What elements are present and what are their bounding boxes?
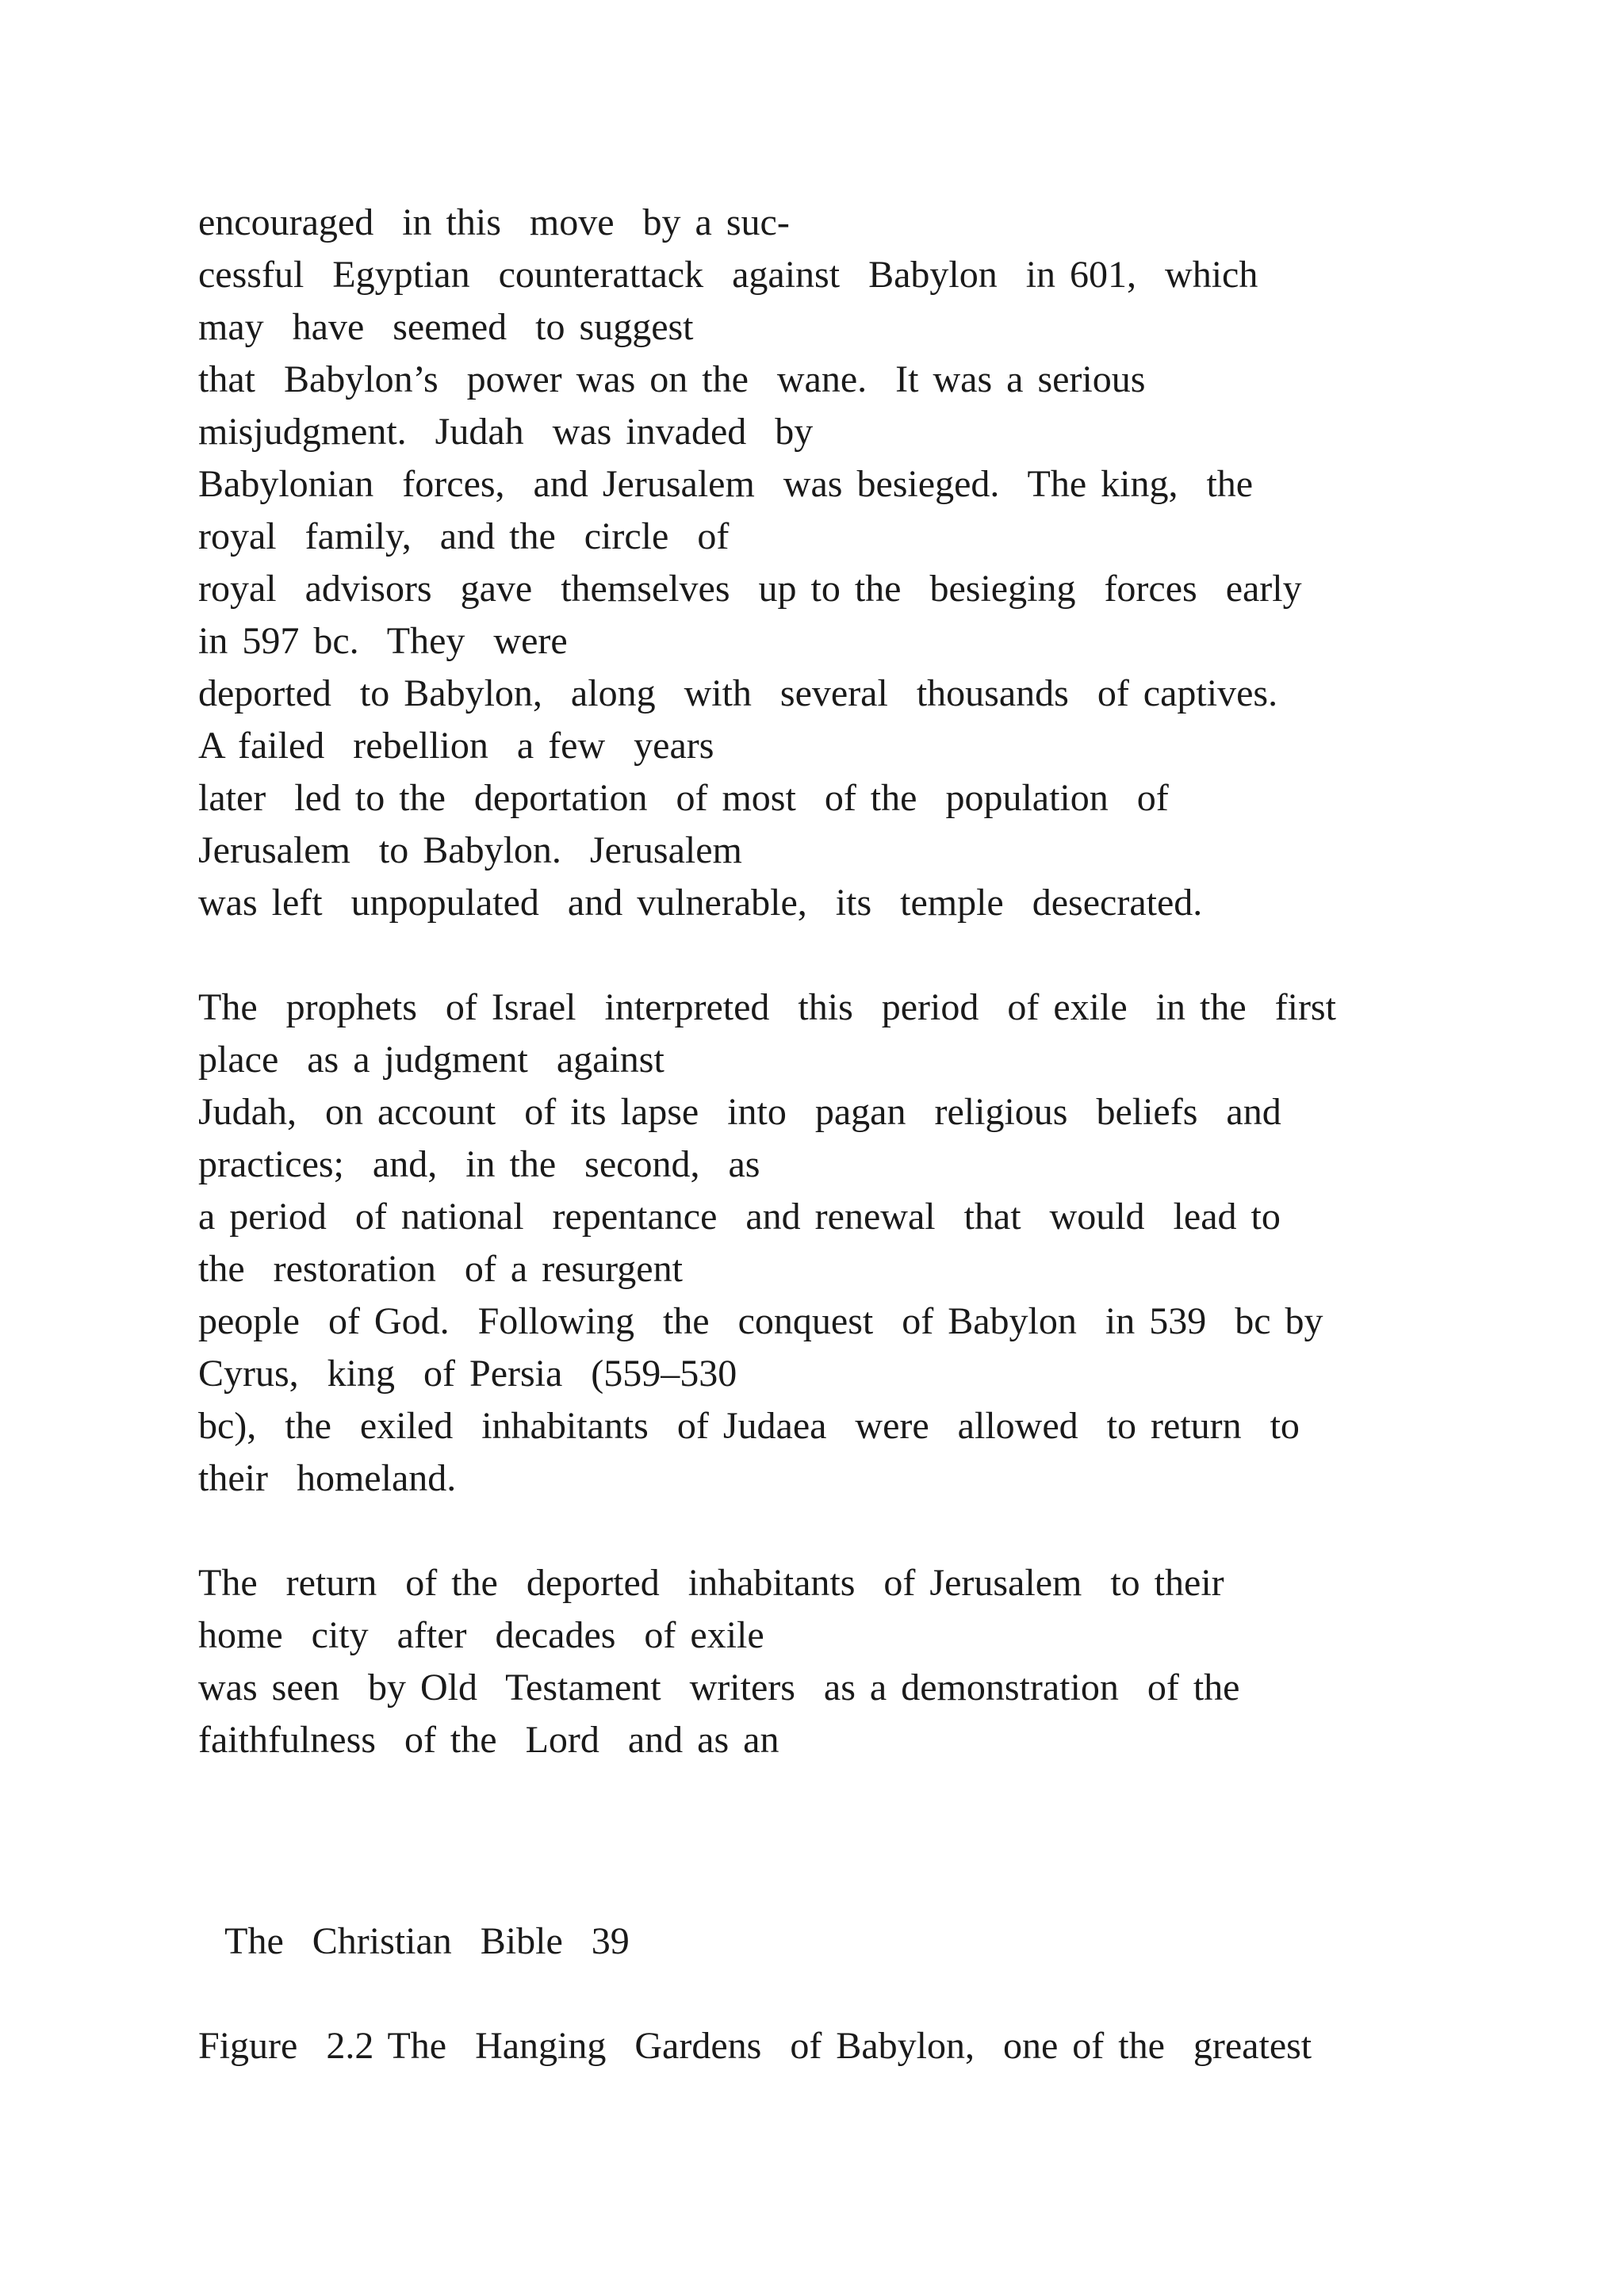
text-line: faithfulness of the Lord and as an — [198, 1719, 779, 1761]
text-line: later led to the deportation of most of the population of — [198, 777, 1169, 819]
text-line: Jerusalem to Babylon. Jerusalem — [198, 829, 742, 871]
text-line: misjudgment. Judah was invaded by — [198, 411, 814, 453]
text-line: was left unpopulated and vulnerable, its temple desecrated. — [198, 882, 1203, 924]
text-line: their homeland. — [198, 1457, 457, 1499]
text-line: royal advisors gave themselves up to the besieging forces early — [198, 568, 1302, 610]
text-line: place as a judgment against — [198, 1039, 665, 1081]
text-line: bc), the exiled inhabitants of Judaea were allowed to return to — [198, 1405, 1300, 1447]
text-line: A failed rebellion a few years — [198, 725, 714, 767]
text-line: The return of the deported inhabitants of Jerusalem to their — [198, 1562, 1224, 1604]
text-line: The prophets of Israel interpreted this period of exile in the first — [198, 986, 1336, 1028]
text-line: Judah, on account of its lapse into pagan religious beliefs and — [198, 1091, 1281, 1133]
text-line: that Babylon’s power was on the wane. It was a serious — [198, 358, 1146, 400]
text-line: practices; and, in the second, as — [198, 1143, 760, 1185]
document-body — [198, 197, 1467, 1766]
paragraph-spacer — [198, 929, 1467, 982]
paragraph-spacer — [198, 1505, 1467, 1557]
text-line: in 597 bc. They were — [198, 620, 568, 662]
text-line: home city after decades of exile — [198, 1614, 764, 1656]
text-line: Babylonian forces, and Jerusalem was besieged. The king, the — [198, 463, 1254, 505]
paragraph-1 — [198, 197, 1467, 929]
text-line: deported to Babylon, along with several thousands of captives. — [198, 672, 1278, 714]
text-line: Cyrus, king of Persia (559–530 — [198, 1353, 737, 1395]
page-footer: The Christian Bible 39 — [211, 1920, 630, 1962]
paragraph-2 — [198, 982, 1467, 1505]
text-line: the restoration of a resurgent — [198, 1248, 683, 1290]
text-line: cessful Egyptian counterattack against Babylon in 601, which — [198, 254, 1258, 296]
paragraph-3 — [198, 1557, 1467, 1766]
text-line: people of God. Following the conquest of Babylon in 539 bc by — [198, 1300, 1323, 1342]
text-line: may have seemed to suggest — [198, 306, 694, 348]
text-line: encouraged in this move by a suc- — [198, 201, 790, 243]
text-line: a period of national repentance and renewal that would lead to — [198, 1196, 1281, 1238]
text-line: royal family, and the circle of — [198, 515, 730, 557]
figure-caption: Figure 2.2 The Hanging Gardens of Babylon, one of the greatest — [198, 2025, 1312, 2067]
text-line: was seen by Old Testament writers as a demonstration of the — [198, 1667, 1240, 1709]
